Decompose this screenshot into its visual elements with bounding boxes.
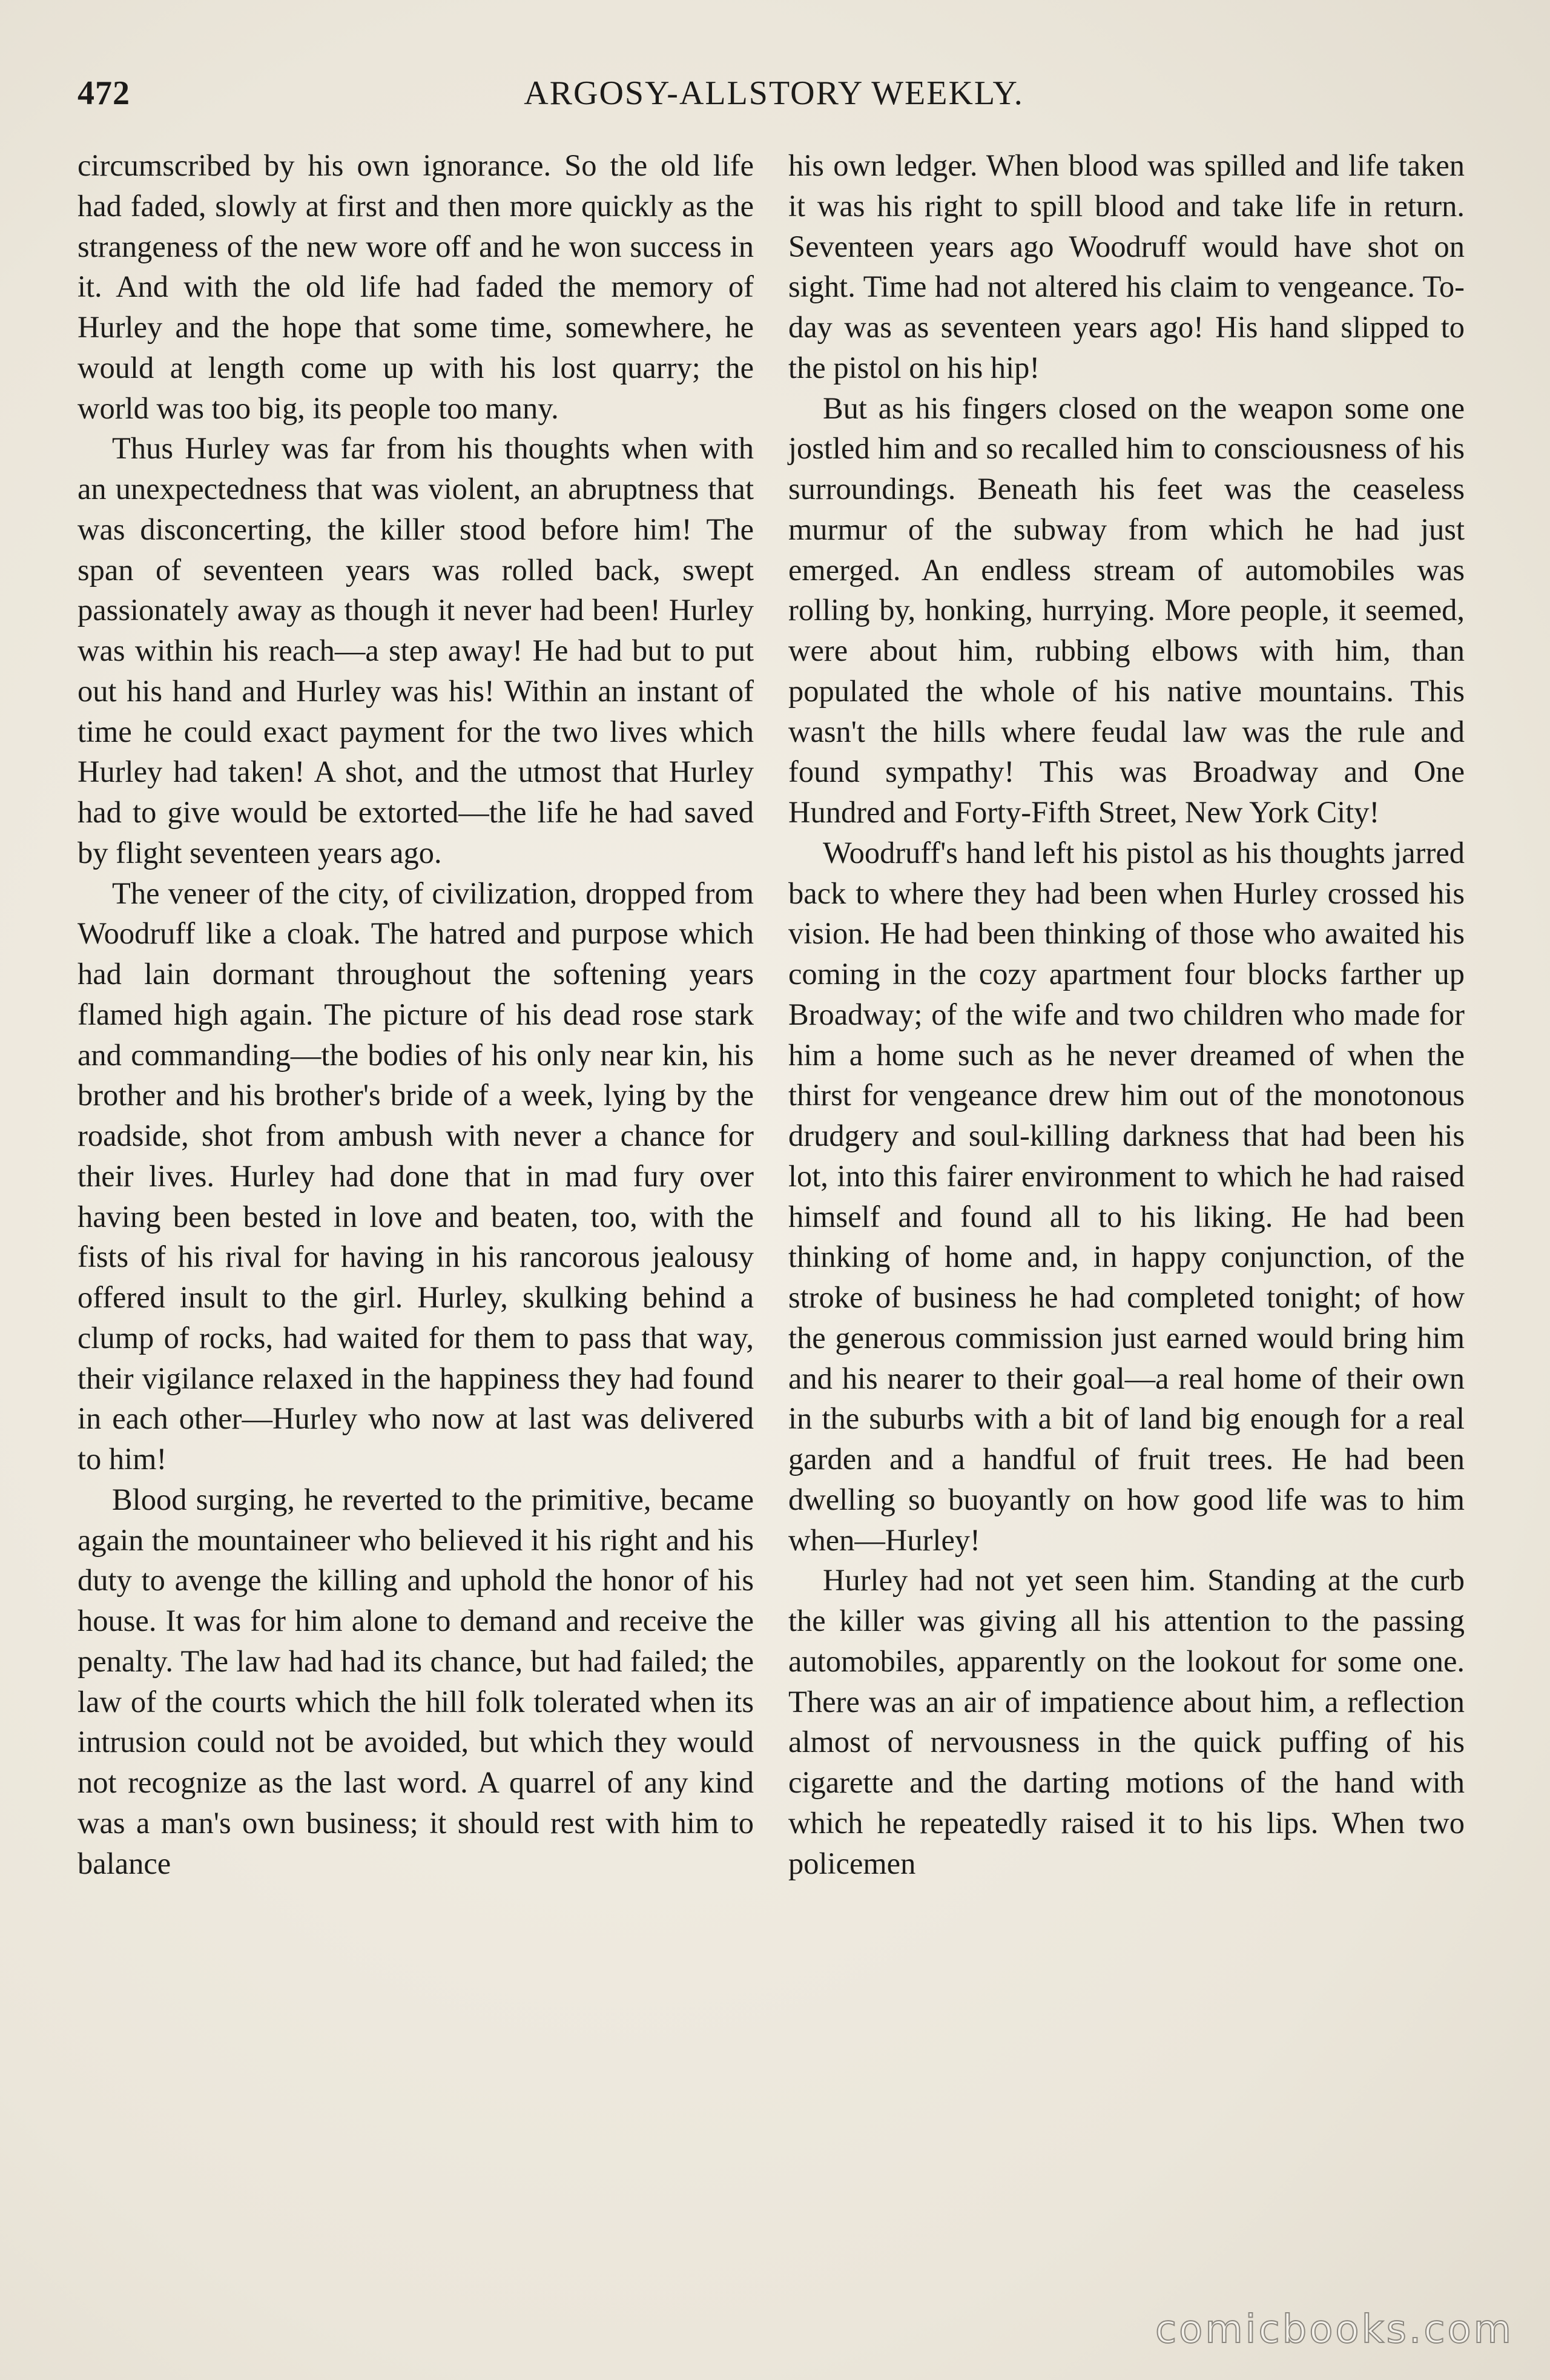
paragraph: Woodruff's hand left his pistol as his thoughts jarred back to where they had been when Hurley crossed his vision. He had been thinking of those who awaited his coming in the cozy apartment four blocks farther up Broadway; of the wife and two children who made for him a home such as he never dreamed of when the thirst for vengeance drew him out of the monotonous drudgery and soul-killing darkness that had been his lot, into this fairer environment to which he had raised himself and found all to his liking. He had been thinking of home and, in happy conjunction, of the stroke of business he had completed tonight; of how the generous commission just earned would bring him and his nearer to their goal—a real home of their own in the suburbs with a bit of land big enough for a real garden and a handful of fruit trees. He had been dwelling so buoyantly on how good life was to him when—Hurley! — [788, 835, 1465, 1557]
page-header — [78, 74, 1470, 122]
paragraph: The veneer of the city, of civilization, dropped from Woodruff like a cloak. The hatred and purpose which had lain dormant throughout the softening years flamed high again. The picture of his dead rose stark and commanding—the bodies of his only near kin, his brother and his brother's bride of a week, lying by the roadside, shot from ambush with never a chance for their lives. Hurley had done that in mad fury over having been bested in love and beaten, too, with the fists of his rival for having in his rancorous jealousy offered insult to the girl. Hurley, skulking behind a clump of rocks, had waited for them to pass that way, their vigilance relaxed in the happiness they had found in each other—Hurley who now at last was delivered to him! — [78, 876, 754, 1476]
left-column — [78, 145, 754, 1883]
paragraph: Hurley had not yet seen him. Standing at the curb the killer was giving all his attention to the passing automobiles, apparently on the lookout for some one. There was an air of impatience about him, a reflection almost of nervousness in the quick puffing of his cigarette and the darting motions of the hand with which he repeatedly raised it to his lips. When two policemen — [788, 1563, 1465, 1880]
paragraph: Thus Hurley was far from his thoughts when with an unexpectedness that was violent, an abruptness that was disconcerting, the killer stood before him! The span of seventeen years was rolled back, swept passionately away as though it never had been! Hurley was within his reach—a step away! He had but to put out his hand and Hurley was his! Within an instant of time he could exact payment for the two lives which Hurley had taken! A shot, and the utmost that Hurley had to give would be extorted—the life he had saved by flight seventeen years ago. — [78, 431, 754, 870]
running-title: ARGOSY-ALLSTORY WEEKLY. — [524, 74, 1024, 112]
gutter — [751, 55, 775, 2295]
paragraph: Blood surging, he reverted to the primitive, became again the mountaineer who believed it his right and his duty to avenge the killing and uphold the honor of his house. It was for him alone to demand and receive the penalty. The law had had its chance, but had failed; the law of the courts which the hill folk tolerated when its intrusion could not be avoided, but which they would not recognize as the last word. A quarrel of any kind was a man's own business; it should rest with him to balance — [78, 1482, 754, 1880]
watermark-logo: comicbooks.com — [1155, 2307, 1514, 2352]
right-column — [788, 145, 1465, 1883]
page-number: 472 — [78, 74, 130, 112]
paragraph: circumscribed by his own ignorance. So the old life had faded, slowly at first and then more quickly as the strangeness of the new wore off and he won success in it. And with the old life had faded the memory of Hurley and the hope that some time, somewhere, he would at length come up with his lost quarry; the world was too big, its people too many. — [78, 148, 754, 425]
paragraph: But as his fingers closed on the weapon some one jostled him and so recalled him to consciousness of his surroundings. Beneath his feet was the ceaseless murmur of the subway from which he had just emerged. An endless stream of automobiles was rolling by, honking, hurrying. More people, it seemed, were about him, rubbing elbows with him, than populated the whole of his native mountains. This wasn't the hills where feudal law was the rule and found sympathy! This was Broadway and One Hundred and Forty-Fifth Street, New York City! — [788, 391, 1465, 829]
paragraph: his own ledger. When blood was spilled and life taken it was his right to spill blood and take life in return. Seventeen years ago Woodruff would have shot on sight. Time had not altered his claim to vengeance. To-day was as seventeen years ago! His hand slipped to the pistol on his hip! — [788, 148, 1465, 385]
